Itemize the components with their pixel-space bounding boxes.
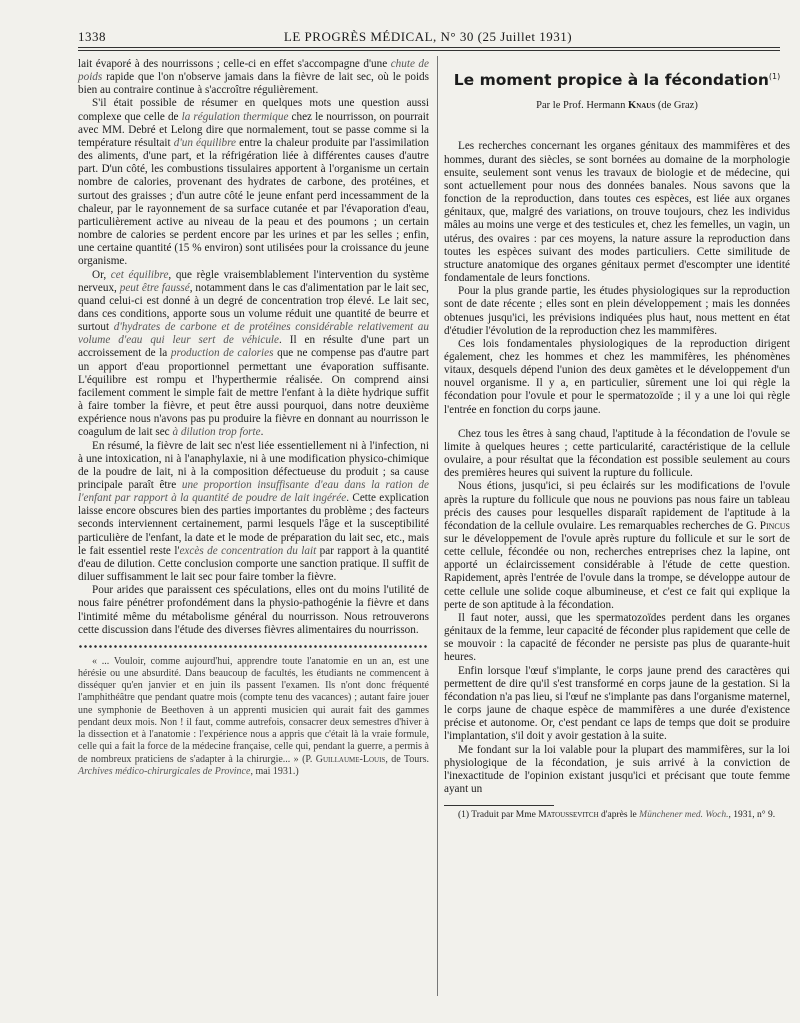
text-run: d'après le bbox=[598, 810, 640, 821]
text-run: En résumé, la fièvre de lait sec n'est liée essentiellement ni à l'infection, ni à une intoxication, ni à l'anaphylaxie, ni à une modification physico-chimique de la poudre de lait, ni à la composition défectueuse du produit ; sa cause principale paraît être bbox=[78, 439, 429, 491]
paragraph bbox=[78, 269, 429, 440]
left-column bbox=[78, 58, 429, 778]
paragraph bbox=[444, 612, 790, 665]
text-run: Or, bbox=[92, 268, 111, 281]
paragraph bbox=[444, 285, 790, 338]
italic-text: la régulation thermique bbox=[181, 110, 289, 123]
paragraph bbox=[78, 584, 429, 637]
text-run: , notamment dans le cas d'alimentation par le lait sec, quand celui-ci est donné à un degré de concentration trop élevé. Le lait sec, dans ces conditions, apporte sous un volume réduit une quantité de beurre et surtout bbox=[78, 281, 429, 334]
dotted-separator bbox=[78, 644, 429, 649]
paragraph bbox=[444, 480, 790, 612]
text-run: . bbox=[260, 426, 264, 439]
text-run: Pour la plus grande partie, les études physiologiques sur la reproduction sont de date récente ; elles sont en plein développement ; mais les données obtenues jusqu'ici, les prévisions indiquées plus haut, nous mettent en état d'étudier l'évolution de la reproduction chez les mammifères. bbox=[444, 285, 790, 337]
title-footnote-mark: (1) bbox=[768, 72, 781, 81]
italic-text: Münchener med. Woch. bbox=[639, 810, 729, 821]
italic-text: Archives médico-chirurgicales de Province bbox=[78, 765, 251, 777]
paragraph bbox=[78, 97, 429, 268]
text-run: , 1931, n° 9. bbox=[728, 810, 776, 821]
author-name: Knaus bbox=[628, 100, 656, 112]
small-caps-name: Matoussevitch bbox=[538, 810, 599, 821]
paragraph bbox=[78, 58, 429, 97]
text-run: chez le nourrisson, on pourrait avec MM. Debré et Lelong dire que normalement, tout se passe comme si la température résultait bbox=[78, 110, 429, 149]
journal-title: LE PROGRÈS MÉDICAL, N° 30 (25 Juillet 1931) bbox=[283, 29, 573, 44]
italic-text: d'un équilibre bbox=[173, 136, 237, 149]
italic-text: cet équilibre bbox=[110, 268, 169, 281]
byline-suffix: (de Graz) bbox=[655, 100, 698, 112]
text-run: sur le développement de l'ovule après rupture du follicule et sur le sort de cette cellule, fécondée ou non, recherches entreprises chez la lapine, ont apporté un éclaircissement considérable à l'étude de cette question. Rapidement, après l'entrée de l'ovule dans la trompe, se développe autour de cette cellule une solide coque albumineuse, et c'est ce fait qui explique la perte de son aptitude à la fécondation. bbox=[444, 533, 790, 611]
text-run: lait évaporé à des nourrissons ; celle-ci en effet s'accompagne d'une bbox=[78, 58, 391, 70]
column-divider bbox=[437, 56, 438, 996]
italic-text: une proportion insuffisante d'eau dans la ration de l'enfant par rapport à la quantité de poudre de lait ingérée bbox=[78, 479, 429, 505]
text-run: (1) Traduit par Mme bbox=[458, 810, 539, 821]
italic-text: à dilution trop forte bbox=[172, 426, 261, 439]
quoted-footnote bbox=[78, 656, 429, 778]
text-run: Ces lois fondamentales physiologiques de la reproduction dirigent également, chez les hommes et chez les mammifères, les phénomènes vitaux, desquels dépend l'union des deux gamètes et le développement d'un nouvel organisme. Il y a, en particulier, sûrement une loi qui règle la fécondation pour l'ovule et pour le spermatozoïde ; il y a une loi qui règle l'entrée en fonction du corps jaune. bbox=[444, 337, 790, 416]
text-run: S'il était possible de résumer en quelques mots une question aussi complexe que celle de bbox=[78, 97, 429, 123]
text-run: , mai 1931.) bbox=[250, 765, 299, 777]
footnote-rule bbox=[444, 805, 554, 806]
text-run: Me fondant sur la loi valable pour la plupart des mammifères, sur la loi physiologique de la fécondation, je suis arrivé à la conviction de l'inexactitude de l'opinion existant jusqu'ici et précisant que toute femme ayant un bbox=[444, 743, 790, 795]
text-run: par rapport à la quantité d'eau de dilution. Cette conclusion comporte une sanction pratique. Il suffit de diluer suffisamment le lait sec pour faire tomber la fièvre. bbox=[78, 544, 430, 584]
text-run: Nous étions, jusqu'ici, si peu éclairés sur les modifications de l'ovule après la rupture du follicule que nous ne pouvions pas nous faire un tableau précis des causes pour lesquelles disparaît rapidement de l'aptitude à la fécondation de la cellule ovulaire. Les remarquables recherches de G. bbox=[444, 480, 790, 532]
text-run: entre la chaleur produite par l'assimilation des aliments, d'une part, et la réfrigération liée à différentes causes d'autre part. D'un côté, les combustions tissulaires apportent à l'organisme un certain nombre de calories, provenant des hydrates de carbone, des protéines, et surtout des graisses ; d'un autre côté le jeune enfant perd incessamment de la chaleur, par le rayonnement de sa surface cutanée et par l'évaporation d'eau, particulièrement active au niveau de la peau et des poumons ; un certain nombre de calories se perdent encore par les urines et par les selles ; enfin, une certaine quantité (15 % environ) sont utilisées pour la croissance du jeune organisme. bbox=[78, 136, 429, 268]
page-header bbox=[78, 29, 778, 45]
text-run: Enfin lorsque l'œuf s'implante, le corps jaune prend des caractères qui permettent de dire qu'il s'est transformé en corps jaune de la gestation. Si la fécondation n'a pas lieu, si l'œuf ne s'implante pas dans l'organisme maternel, le corps jaune de chaque espèce de mammifères a une durée d'existence précise et autonome. Or, c'est pendant ce laps de temps que doit se produire l'implantation, s'il doit y avoir gestation à la suite. bbox=[444, 664, 790, 743]
small-caps-name: Pincus bbox=[759, 519, 790, 532]
header-rule bbox=[78, 47, 780, 48]
italic-text: d'hydrates de carbone et de protéines considérable relativement au volume d'eau qui leur sert de véhicule bbox=[78, 321, 429, 347]
text-run: , que règle vraisemblablement l'intervention du système nerveux, bbox=[78, 268, 429, 294]
paragraph bbox=[444, 428, 790, 481]
text-run: « ... Vouloir, comme aujourd'hui, apprendre toute l'anatomie en un an, est une hérésie ou une absurdité. Dans beaucoup de facultés, les étudiants ne commencent à disséquer qu'en janvier et en juin ils passent l'examen. Ils n'ont donc fréquenté l'amphithéâtre que pendant quatre mois (compte tenu des vacances) ; autant faire jouer une symphonie de Beethoven à un apprenti musicien qui aurait fait des gammes pendant deux mois. Non ! il faut, comme autrefois, consacrer deux semestres d'hiver à la dissection et à l'anatomie : l'expérience nous a appris que c'était là la vraie formule, celle qui a fait la force de la médecine française, celle qui, pendant la guerre, a permis à de nombreux praticiens de s'adapter à la chirurgie... » (P. bbox=[78, 655, 429, 765]
article-title-text: Le moment propice à la fécondation bbox=[453, 71, 769, 90]
paragraph bbox=[444, 338, 790, 417]
byline-prefix: Par le Prof. Hermann bbox=[536, 100, 629, 112]
article-title bbox=[444, 70, 790, 90]
header-rule-double bbox=[78, 50, 780, 51]
page-number: 1338 bbox=[78, 29, 106, 44]
text-run: . Cette explication laisse encore obscures bien des parties importantes du problème ; des facteurs seconds interviennent certainement, parmi lesquels l'âge et la susceptibilité particulière de l'enfant, la date et le mode de préparation du lait sec, etc., mais le fait essentiel reste l' bbox=[78, 492, 429, 557]
italic-text: peut être faussé bbox=[119, 281, 190, 294]
paragraph bbox=[78, 440, 429, 585]
text-run: Chez tous les êtres à sang chaud, l'aptitude à la fécondation de l'ovule se limite à quelques heures ; cette particularité, caractéristique de la cellule ovulaire, a pour résultat que la fécondation est possible seulement au cours des premières heures qui suivent la rupture du follicule. bbox=[444, 427, 790, 480]
text-run: Les recherches concernant les organes génitaux des mammifères et des hommes, durant des siècles, se sont bornées au domaine de la morphologie ensuite, seulement sont venus les travaux de biologie et de médecine, qui sont actuellement pour nous des données banales. Nous savons que la fonction de la reproduction, dans toutes ces espèces, est liée aux organes génitaux, que, malgré des variations, on trouve toujours, chez les individus mâles au moins une verge et des testicules et, chez les femelles, un vagin, un utérus, des ovaires : par ces moyens, la nature assure la reproduction dans toutes les espèces suivant des modes particuliers. Cette similitude de structure anatomique des organes génitaux permet d'escompter une identité fondamentale de leurs fonctions. bbox=[444, 140, 790, 285]
paragraph bbox=[444, 140, 790, 285]
paragraph bbox=[444, 744, 790, 797]
italic-text: excès de concentration du lait bbox=[179, 544, 317, 557]
byline bbox=[444, 99, 790, 112]
text-run: rapide que l'on n'observe jamais dans la fièvre de lait sec, où le poids bien au contraire continue à s'accroître régulièrement. bbox=[78, 71, 429, 97]
italic-text: chute de poids bbox=[78, 58, 429, 84]
italic-text: production de calories bbox=[170, 347, 274, 360]
translation-footnote bbox=[444, 810, 790, 822]
text-run: . Il en résulte d'une part un accroissement de la bbox=[78, 334, 430, 360]
right-column bbox=[444, 58, 790, 822]
paragraph bbox=[444, 665, 790, 744]
text-run: Pour arides que paraissent ces spéculations, elles ont du moins l'utilité de nous faire pénétrer profondément dans la physio-pathogénie la fièvre et dans l'intimité même du métabolisme général du nourrisson. Nous retrouverons cette discussion dans l'étude des diverses fièvres alimentaires du nourrisson. bbox=[78, 584, 429, 636]
section-gap bbox=[444, 417, 790, 428]
small-caps-name: Guillaume-Louis bbox=[315, 753, 386, 765]
text-run: Il faut noter, aussi, que les spermatozoïdes perdent dans les organes génitaux de la femme, leur capacité de féconder plus rapidement que celle de se mouvoir : la capacité de féconder ne persiste pas plus de quarante-huit heures. bbox=[444, 611, 790, 664]
text-run: que ne compense pas d'autre part un apport d'eau proportionnel permettant une évaporation suffisante. L'équilibre est rompu et l'hyperthermie réalisée. On comprend ainsi facilement comment le simple fait de mettre l'enfant à la diète hydrique suffit à faire tomber la fièvre, et peut être aussi pourquoi, dans notre deuxième expérience nous n'avons pas pu produire la fièvre en donnant au nourrisson le coagulum de lait sec bbox=[78, 347, 429, 439]
text-run: , de Tours. bbox=[385, 753, 430, 765]
